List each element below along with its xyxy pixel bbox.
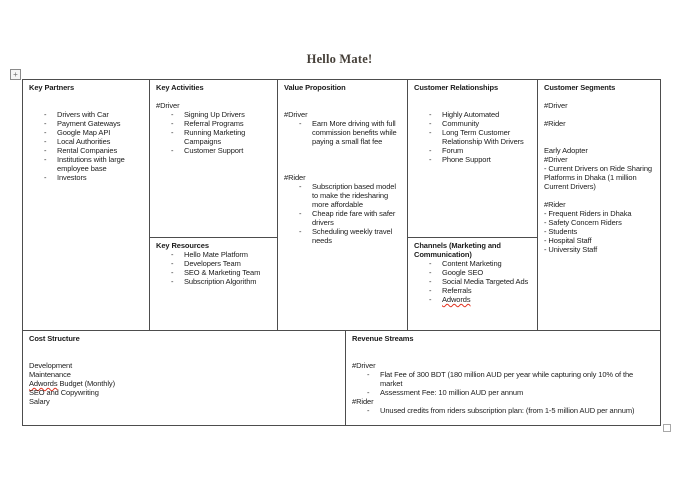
dash-bullet: -: [429, 277, 432, 286]
list-item: [352, 370, 653, 388]
key-activities-header: Key Activities: [156, 83, 204, 92]
list-item-text: Content Marketing: [442, 259, 502, 268]
list-item-text: Cheap ride fare with safer drivers: [312, 209, 396, 227]
text-line: - Current Drivers on Ride Sharing Platforms in Dhaka (1 million Current Drivers): [544, 164, 652, 191]
dash-bullet: -: [171, 259, 174, 268]
blank-line: [284, 164, 402, 173]
dash-bullet: -: [44, 110, 47, 119]
text-line: #Driver: [544, 101, 568, 110]
list-item: [156, 250, 272, 259]
list-item-text: Forum: [442, 146, 464, 155]
blank-line: [156, 92, 272, 101]
dash-bullet: -: [171, 128, 174, 137]
text-line: #Driver: [352, 361, 376, 370]
cell-key-partners[interactable]: [23, 80, 150, 330]
value-proposition-header: Value Proposition: [284, 83, 346, 92]
channels-header: Channels (Marketing and Communication): [414, 241, 501, 259]
text-line: Salary: [29, 397, 50, 406]
text-line: Early Adopter: [544, 146, 588, 155]
cell-key-resources[interactable]: [150, 238, 278, 330]
list-item: [156, 268, 272, 277]
text-line: SEO and Copywriting: [29, 388, 99, 397]
dash-bullet: -: [44, 137, 47, 146]
list-item: [156, 259, 272, 268]
dash-bullet: -: [171, 110, 174, 119]
list-item: [156, 128, 272, 146]
dash-bullet: -: [429, 119, 432, 128]
list-item: [284, 182, 402, 209]
text-segment: Adwords: [29, 379, 58, 388]
list-item: [156, 146, 272, 155]
blank-line: [29, 101, 144, 110]
page-title[interactable]: Hello Mate!: [306, 52, 373, 66]
list-item: [29, 155, 144, 173]
blank-line: [544, 92, 653, 101]
blank-line: [284, 92, 402, 101]
blank-line: [544, 110, 653, 119]
blank-line: [544, 137, 653, 146]
canvas-top-grid: [23, 80, 660, 330]
list-item-text: Assessment Fee: 10 million AUD per annum: [380, 388, 524, 397]
list-item-text: Google SEO: [442, 268, 484, 277]
list-item: [414, 155, 532, 164]
cell-revenue-streams[interactable]: [346, 331, 658, 425]
list-item-text: Referral Programs: [184, 119, 244, 128]
list-item: [414, 110, 532, 119]
blank-line: [284, 155, 402, 164]
table-move-handle-icon: +: [13, 69, 18, 79]
business-model-canvas-table: [22, 79, 661, 426]
cost-structure-content: [29, 343, 340, 406]
list-item-text: Adwords: [442, 295, 471, 304]
list-item: [414, 286, 532, 295]
list-item-text: Long Term Customer Relationship With Drivers: [442, 128, 524, 146]
customer-segments-header: Customer Segments: [544, 83, 616, 92]
dash-bullet: -: [44, 146, 47, 155]
dash-bullet: -: [429, 259, 432, 268]
cell-key-activities[interactable]: [150, 80, 278, 238]
cell-value-proposition[interactable]: [278, 80, 408, 330]
list-item: [284, 119, 402, 146]
revenue-streams-content: [352, 343, 653, 415]
text-line: - Hospital Staff: [544, 236, 592, 245]
list-item-text: Running Marketing Campaigns: [184, 128, 246, 146]
blank-line: [414, 92, 532, 101]
blank-line: [29, 92, 144, 101]
list-item: [352, 388, 653, 397]
text-segment: Budget (Monthly): [57, 379, 115, 388]
list-item-text: Hello Mate Platform: [184, 250, 248, 259]
list-item-text: Phone Support: [442, 155, 491, 164]
customer-segments-content: [544, 92, 653, 254]
list-item: [156, 119, 272, 128]
dash-bullet: -: [171, 277, 174, 286]
key-partners-header: Key Partners: [29, 83, 75, 92]
list-item-text: Developers Team: [184, 259, 241, 268]
list-item-text: Customer Support: [184, 146, 244, 155]
list-item-text: Institutions with large employee base: [57, 155, 125, 173]
dash-bullet: -: [171, 146, 174, 155]
list-item: [29, 110, 144, 119]
list-item-text: Unused credits from riders subscription plan: (from 1-5 million AUD per annum): [380, 406, 635, 415]
list-item: [414, 259, 532, 268]
list-item-text: Payment Gateways: [57, 119, 121, 128]
dash-bullet: -: [44, 155, 47, 164]
list-item-text: Signing Up Drivers: [184, 110, 245, 119]
list-item-text: SEO & Marketing Team: [184, 268, 261, 277]
channels-content: [414, 259, 532, 304]
dash-bullet: -: [429, 286, 432, 295]
canvas-bottom-grid: [23, 330, 660, 425]
list-item: [414, 295, 532, 304]
dash-bullet: -: [299, 119, 302, 128]
list-item-text: Investors: [57, 173, 87, 182]
list-item: [29, 128, 144, 137]
text-line: Development: [29, 361, 73, 370]
cell-cost-structure[interactable]: [23, 331, 346, 425]
text-line: - Students: [544, 227, 578, 236]
list-item-text: Community: [442, 119, 480, 128]
list-item-text: Subscription Algorithm: [184, 277, 257, 286]
table-move-handle[interactable]: [10, 69, 21, 80]
text-line: #Rider: [352, 397, 374, 406]
cell-customer-segments[interactable]: [538, 80, 658, 330]
cost-structure-header: Cost Structure: [29, 334, 80, 343]
list-item: [414, 119, 532, 128]
list-item-text: Social Media Targeted Ads: [442, 277, 529, 286]
text-line: [29, 379, 340, 388]
list-item: [29, 137, 144, 146]
list-item-text: Referrals: [442, 286, 472, 295]
list-item: [284, 227, 402, 245]
list-item-text: Earn More driving with full commission benefits while paying a small flat fee: [312, 119, 397, 146]
dash-bullet: -: [171, 250, 174, 259]
dash-bullet: -: [44, 173, 47, 182]
list-item-text: Rental Companies: [57, 146, 118, 155]
list-item-text: Scheduling weekly travel needs: [312, 227, 393, 245]
list-item: [352, 406, 653, 415]
list-item: [414, 277, 532, 286]
blank-line: [284, 146, 402, 155]
table-resize-handle[interactable]: [663, 424, 671, 432]
list-item: [414, 268, 532, 277]
list-item: [414, 146, 532, 155]
dash-bullet: -: [44, 119, 47, 128]
key-resources-content: [156, 250, 272, 286]
list-item-text: Local Authorities: [57, 137, 111, 146]
list-item: [156, 110, 272, 119]
blank-line: [544, 191, 653, 200]
text-line: Maintenance: [29, 370, 71, 379]
dash-bullet: -: [367, 370, 370, 379]
list-item-text: Google Map API: [57, 128, 111, 137]
blank-line: [352, 343, 653, 352]
list-item: [29, 146, 144, 155]
dash-bullet: -: [44, 128, 47, 137]
list-item-text: Highly Automated: [442, 110, 500, 119]
text-line: #Rider: [284, 173, 306, 182]
blank-line: [414, 101, 532, 110]
list-item-text: Drivers with Car: [57, 110, 109, 119]
dash-bullet: -: [299, 182, 302, 191]
customer-relationships-content: [414, 92, 532, 164]
list-item: [29, 173, 144, 182]
revenue-streams-header: Revenue Streams: [352, 334, 414, 343]
text-line: #Driver: [544, 155, 568, 164]
dash-bullet: -: [429, 155, 432, 164]
dash-bullet: -: [429, 146, 432, 155]
list-item-text: Flat Fee of 300 BDT (180 million AUD per year while capturing only 10% of the market: [380, 370, 634, 388]
blank-line: [544, 128, 653, 137]
dash-bullet: -: [429, 110, 432, 119]
text-line: #Driver: [284, 110, 308, 119]
key-activities-content: [156, 92, 272, 155]
value-proposition-content: [284, 92, 402, 245]
list-item-text: Subscription based model to make the ridesharing more affordable: [312, 182, 396, 209]
text-line: #Driver: [156, 101, 180, 110]
list-item: [414, 128, 532, 146]
dash-bullet: -: [429, 295, 432, 304]
blank-line: [284, 101, 402, 110]
blank-line: [29, 343, 340, 352]
dash-bullet: -: [171, 268, 174, 277]
blank-line: [29, 352, 340, 361]
customer-relationships-header: Customer Relationships: [414, 83, 499, 92]
list-item: [29, 119, 144, 128]
dash-bullet: -: [299, 227, 302, 236]
text-line: #Rider: [544, 119, 566, 128]
dash-bullet: -: [367, 388, 370, 397]
dash-bullet: -: [171, 119, 174, 128]
key-resources-header: Key Resources: [156, 241, 209, 250]
text-line: - University Staff: [544, 245, 598, 254]
text-line: - Frequent Riders in Dhaka: [544, 209, 632, 218]
dash-bullet: -: [429, 268, 432, 277]
blank-line: [352, 352, 653, 361]
text-line: #Rider: [544, 200, 566, 209]
cell-customer-relationships[interactable]: [408, 80, 538, 238]
text-line: - Safety Concern Riders: [544, 218, 622, 227]
dash-bullet: -: [299, 209, 302, 218]
dash-bullet: -: [367, 406, 370, 415]
list-item: [284, 209, 402, 227]
dash-bullet: -: [429, 128, 432, 137]
key-partners-content: [29, 92, 144, 182]
list-item: [156, 277, 272, 286]
cell-channels[interactable]: [408, 238, 538, 330]
